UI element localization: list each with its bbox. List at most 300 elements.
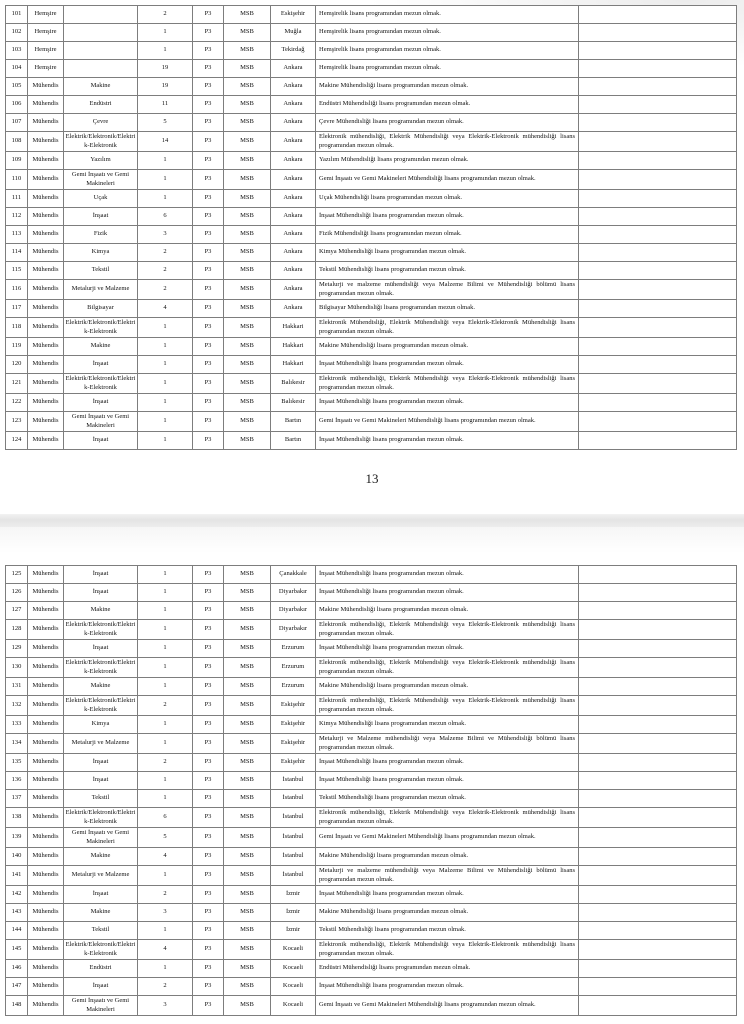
- row-number-cell: 125: [6, 566, 28, 584]
- title-cell: Hemşire: [28, 60, 64, 78]
- title-cell: Mühendis: [28, 790, 64, 808]
- title-cell: Mühendis: [28, 78, 64, 96]
- specialty-cell: Yazılım: [64, 152, 138, 170]
- notes-cell: [579, 886, 737, 904]
- specialty-cell: İnşaat: [64, 394, 138, 412]
- city-cell: Balıkesir: [271, 374, 316, 394]
- table-row: [6, 960, 737, 978]
- institution-cell: MSB: [224, 978, 271, 996]
- city-cell: Erzurum: [271, 658, 316, 678]
- grade-code-cell: P3: [193, 566, 224, 584]
- specialty-cell: Gemi İnşaatı ve Gemi Makineleri: [64, 170, 138, 190]
- city-cell: Ankara: [271, 132, 316, 152]
- notes-cell: [579, 848, 737, 866]
- row-number-cell: 118: [6, 318, 28, 338]
- table-row: [6, 640, 737, 658]
- row-number-cell: 102: [6, 24, 28, 42]
- institution-cell: MSB: [224, 356, 271, 374]
- grade-code-cell: P3: [193, 658, 224, 678]
- title-cell: Mühendis: [28, 96, 64, 114]
- notes-cell: [579, 96, 737, 114]
- city-cell: İstanbul: [271, 790, 316, 808]
- requirement-cell: Metalurji ve malzeme mühendisliği veya Malzeme Bilimi ve Mühendisliği bölümü lisans programından mezun olmak.: [316, 866, 579, 886]
- specialty-cell: Elektrik/Elektronik/Elektrik-Elektronik: [64, 374, 138, 394]
- quantity-cell: 1: [138, 170, 193, 190]
- requirement-cell: Tekstil Mühendisliği lisans programından mezun olmak.: [316, 262, 579, 280]
- quantity-cell: 1: [138, 734, 193, 754]
- institution-cell: MSB: [224, 208, 271, 226]
- grade-code-cell: P3: [193, 978, 224, 996]
- institution-cell: MSB: [224, 24, 271, 42]
- requirement-cell: Elektronik Mühendisliği, Elektrik Mühendisliği veya Elektrik-Elektronik Mühendisliği lisans programından mezun olmak.: [316, 318, 579, 338]
- requirement-cell: İnşaat Mühendisliği lisans programından mezun olmak.: [316, 754, 579, 772]
- notes-cell: [579, 602, 737, 620]
- title-cell: Mühendis: [28, 318, 64, 338]
- city-cell: Hakkari: [271, 318, 316, 338]
- requirement-cell: Makine Mühendisliği lisans programından mezun olmak.: [316, 338, 579, 356]
- title-cell: Mühendis: [28, 114, 64, 132]
- quantity-cell: 14: [138, 132, 193, 152]
- quantity-cell: 3: [138, 996, 193, 1016]
- institution-cell: MSB: [224, 602, 271, 620]
- notes-cell: [579, 940, 737, 960]
- specialty-cell: Fizik: [64, 226, 138, 244]
- grade-code-cell: P3: [193, 262, 224, 280]
- row-number-cell: 107: [6, 114, 28, 132]
- row-number-cell: 104: [6, 60, 28, 78]
- table-row: [6, 754, 737, 772]
- row-number-cell: 124: [6, 432, 28, 450]
- specialty-cell: İnşaat: [64, 584, 138, 602]
- table-row: [6, 6, 737, 24]
- institution-cell: MSB: [224, 318, 271, 338]
- notes-cell: [579, 772, 737, 790]
- notes-cell: [579, 790, 737, 808]
- institution-cell: MSB: [224, 696, 271, 716]
- specialty-cell: Makine: [64, 848, 138, 866]
- specialty-cell: Makine: [64, 678, 138, 696]
- quantity-cell: 2: [138, 754, 193, 772]
- title-cell: Mühendis: [28, 620, 64, 640]
- grade-code-cell: P3: [193, 696, 224, 716]
- notes-cell: [579, 412, 737, 432]
- table-row: [6, 412, 737, 432]
- city-cell: Ankara: [271, 190, 316, 208]
- institution-cell: MSB: [224, 828, 271, 848]
- row-number-cell: 120: [6, 356, 28, 374]
- city-cell: Çanakkale: [271, 566, 316, 584]
- quantity-cell: 4: [138, 300, 193, 318]
- quantity-cell: 1: [138, 356, 193, 374]
- quantity-cell: 1: [138, 412, 193, 432]
- notes-cell: [579, 754, 737, 772]
- city-cell: Ankara: [271, 300, 316, 318]
- table-row: [6, 96, 737, 114]
- quantity-cell: 1: [138, 432, 193, 450]
- notes-cell: [579, 6, 737, 24]
- notes-cell: [579, 318, 737, 338]
- grade-code-cell: P3: [193, 208, 224, 226]
- row-number-cell: 101: [6, 6, 28, 24]
- notes-cell: [579, 42, 737, 60]
- title-cell: Mühendis: [28, 300, 64, 318]
- table-row: [6, 114, 737, 132]
- title-cell: Mühendis: [28, 244, 64, 262]
- quantity-cell: 2: [138, 262, 193, 280]
- institution-cell: MSB: [224, 922, 271, 940]
- institution-cell: MSB: [224, 280, 271, 300]
- title-cell: Hemşire: [28, 6, 64, 24]
- row-number-cell: 134: [6, 734, 28, 754]
- requirement-cell: Çevre Mühendisliği lisans programından mezun olmak.: [316, 114, 579, 132]
- grade-code-cell: P3: [193, 152, 224, 170]
- city-cell: İzmir: [271, 904, 316, 922]
- city-cell: Ankara: [271, 60, 316, 78]
- city-cell: Erzurum: [271, 640, 316, 658]
- table-row: [6, 904, 737, 922]
- specialty-cell: Kimya: [64, 716, 138, 734]
- grade-code-cell: P3: [193, 640, 224, 658]
- institution-cell: MSB: [224, 886, 271, 904]
- institution-cell: MSB: [224, 300, 271, 318]
- requirement-cell: Elektronik mühendisliği, Elektrik Mühendisliği veya Elektrik-Elektronik mühendisliği lisans programından mezun olmak.: [316, 374, 579, 394]
- requirement-cell: Metalurji ve Malzeme mühendisliği veya Malzeme Bilimi ve Mühendisliği bölümü lisans programından mezun olmak.: [316, 734, 579, 754]
- city-cell: Bartın: [271, 432, 316, 450]
- notes-cell: [579, 262, 737, 280]
- institution-cell: MSB: [224, 960, 271, 978]
- requirement-cell: Elektronik mühendisliği, Elektrik Mühendisliği veya Elektrik-Elektronik mühendisliği lisans programından mezun olmak.: [316, 132, 579, 152]
- city-cell: Ankara: [271, 114, 316, 132]
- institution-cell: MSB: [224, 262, 271, 280]
- quantity-cell: 6: [138, 808, 193, 828]
- grade-code-cell: P3: [193, 848, 224, 866]
- city-cell: İzmir: [271, 922, 316, 940]
- grade-code-cell: P3: [193, 170, 224, 190]
- row-number-cell: 144: [6, 922, 28, 940]
- city-cell: Diyarbakır: [271, 602, 316, 620]
- notes-cell: [579, 566, 737, 584]
- quantity-cell: 1: [138, 318, 193, 338]
- quantity-cell: 1: [138, 42, 193, 60]
- grade-code-cell: P3: [193, 356, 224, 374]
- table-row: [6, 132, 737, 152]
- requirement-cell: Gemi İnşaatı ve Gemi Makineleri Mühendisliği lisans programından mezun olmak.: [316, 170, 579, 190]
- quantity-cell: 2: [138, 280, 193, 300]
- row-number-cell: 147: [6, 978, 28, 996]
- title-cell: Hemşire: [28, 24, 64, 42]
- institution-cell: MSB: [224, 132, 271, 152]
- requirement-cell: Makine Mühendisliği lisans programından mezun olmak.: [316, 678, 579, 696]
- grade-code-cell: P3: [193, 734, 224, 754]
- requirement-cell: Fizik Mühendisliği lisans programından mezun olmak.: [316, 226, 579, 244]
- grade-code-cell: P3: [193, 584, 224, 602]
- title-cell: Mühendis: [28, 808, 64, 828]
- title-cell: Mühendis: [28, 208, 64, 226]
- title-cell: Mühendis: [28, 828, 64, 848]
- row-number-cell: 122: [6, 394, 28, 412]
- institution-cell: MSB: [224, 190, 271, 208]
- institution-cell: MSB: [224, 640, 271, 658]
- notes-cell: [579, 432, 737, 450]
- requirement-cell: Elektronik mühendisliği, Elektrik Mühendisliği veya Elektrik-Elektronik mühendisliği lisans programından mezun olmak.: [316, 696, 579, 716]
- row-number-cell: 110: [6, 170, 28, 190]
- city-cell: Ankara: [271, 226, 316, 244]
- specialty-cell: Gemi İnşaatı ve Gemi Makineleri: [64, 828, 138, 848]
- notes-cell: [579, 996, 737, 1016]
- row-number-cell: 121: [6, 374, 28, 394]
- grade-code-cell: P3: [193, 886, 224, 904]
- notes-cell: [579, 280, 737, 300]
- quantity-cell: 1: [138, 152, 193, 170]
- specialty-cell: İnşaat: [64, 432, 138, 450]
- notes-cell: [579, 208, 737, 226]
- row-number-cell: 112: [6, 208, 28, 226]
- specialty-cell: Makine: [64, 338, 138, 356]
- institution-cell: MSB: [224, 790, 271, 808]
- title-cell: Mühendis: [28, 170, 64, 190]
- institution-cell: MSB: [224, 940, 271, 960]
- grade-code-cell: P3: [193, 374, 224, 394]
- city-cell: Ankara: [271, 262, 316, 280]
- city-cell: Eskişehir: [271, 696, 316, 716]
- row-number-cell: 143: [6, 904, 28, 922]
- quantity-cell: 19: [138, 60, 193, 78]
- row-number-cell: 132: [6, 696, 28, 716]
- specialty-cell: Bilgisayar: [64, 300, 138, 318]
- row-number-cell: 119: [6, 338, 28, 356]
- requirement-cell: İnşaat Mühendisliği lisans programından mezun olmak.: [316, 886, 579, 904]
- institution-cell: MSB: [224, 678, 271, 696]
- title-cell: Mühendis: [28, 848, 64, 866]
- grade-code-cell: P3: [193, 940, 224, 960]
- table-row: [6, 886, 737, 904]
- requirement-cell: İnşaat Mühendisliği lisans programından mezun olmak.: [316, 640, 579, 658]
- row-number-cell: 108: [6, 132, 28, 152]
- notes-cell: [579, 866, 737, 886]
- specialty-cell: İnşaat: [64, 566, 138, 584]
- row-number-cell: 141: [6, 866, 28, 886]
- table-row: [6, 734, 737, 754]
- title-cell: Mühendis: [28, 338, 64, 356]
- row-number-cell: 115: [6, 262, 28, 280]
- institution-cell: MSB: [224, 42, 271, 60]
- specialty-cell: İnşaat: [64, 772, 138, 790]
- specialty-cell: İnşaat: [64, 208, 138, 226]
- title-cell: Mühendis: [28, 132, 64, 152]
- title-cell: Mühendis: [28, 866, 64, 886]
- quantity-cell: 1: [138, 190, 193, 208]
- table-row: [6, 808, 737, 828]
- table-row: [6, 356, 737, 374]
- requirement-cell: İnşaat Mühendisliği lisans programından mezun olmak.: [316, 394, 579, 412]
- institution-cell: MSB: [224, 226, 271, 244]
- quantity-cell: 1: [138, 584, 193, 602]
- grade-code-cell: P3: [193, 318, 224, 338]
- quantity-cell: 3: [138, 904, 193, 922]
- notes-cell: [579, 960, 737, 978]
- quantity-cell: 2: [138, 244, 193, 262]
- grade-code-cell: P3: [193, 412, 224, 432]
- title-cell: Mühendis: [28, 566, 64, 584]
- title-cell: Mühendis: [28, 584, 64, 602]
- table-row: [6, 828, 737, 848]
- specialty-cell: İnşaat: [64, 640, 138, 658]
- requirement-cell: Makine Mühendisliği lisans programından mezun olmak.: [316, 904, 579, 922]
- specialty-cell: Tekstil: [64, 922, 138, 940]
- notes-cell: [579, 60, 737, 78]
- table-row: [6, 24, 737, 42]
- notes-cell: [579, 716, 737, 734]
- city-cell: Diyarbakır: [271, 584, 316, 602]
- notes-cell: [579, 338, 737, 356]
- specialty-cell: Metalurji ve Malzeme: [64, 734, 138, 754]
- title-cell: Mühendis: [28, 996, 64, 1016]
- quantity-cell: 1: [138, 960, 193, 978]
- notes-cell: [579, 152, 737, 170]
- specialty-cell: İnşaat: [64, 754, 138, 772]
- city-cell: Eskişehir: [271, 6, 316, 24]
- quantity-cell: 2: [138, 6, 193, 24]
- requirement-cell: Makine Mühendisliği lisans programından mezun olmak.: [316, 78, 579, 96]
- notes-cell: [579, 170, 737, 190]
- grade-code-cell: P3: [193, 754, 224, 772]
- quantity-cell: 1: [138, 658, 193, 678]
- title-cell: Mühendis: [28, 940, 64, 960]
- requirement-cell: Yazılım Mühendisliği lisans programından mezun olmak.: [316, 152, 579, 170]
- city-cell: Kocaeli: [271, 940, 316, 960]
- specialty-cell: [64, 60, 138, 78]
- grade-code-cell: P3: [193, 96, 224, 114]
- city-cell: İzmir: [271, 886, 316, 904]
- table-row: [6, 78, 737, 96]
- row-number-cell: 138: [6, 808, 28, 828]
- title-cell: Mühendis: [28, 922, 64, 940]
- city-cell: Ankara: [271, 244, 316, 262]
- table-row: [6, 338, 737, 356]
- institution-cell: MSB: [224, 996, 271, 1016]
- institution-cell: MSB: [224, 244, 271, 262]
- quantity-cell: 1: [138, 602, 193, 620]
- city-cell: Balıkesir: [271, 394, 316, 412]
- title-cell: Mühendis: [28, 280, 64, 300]
- title-cell: Mühendis: [28, 734, 64, 754]
- notes-cell: [579, 226, 737, 244]
- requirement-cell: İnşaat Mühendisliği lisans programından mezun olmak.: [316, 432, 579, 450]
- quantity-cell: 4: [138, 848, 193, 866]
- institution-cell: MSB: [224, 584, 271, 602]
- notes-cell: [579, 300, 737, 318]
- requirement-cell: İnşaat Mühendisliği lisans programından mezun olmak.: [316, 356, 579, 374]
- row-number-cell: 139: [6, 828, 28, 848]
- institution-cell: MSB: [224, 754, 271, 772]
- specialty-cell: Uçak: [64, 190, 138, 208]
- title-cell: Mühendis: [28, 772, 64, 790]
- institution-cell: MSB: [224, 60, 271, 78]
- institution-cell: MSB: [224, 848, 271, 866]
- institution-cell: MSB: [224, 566, 271, 584]
- quantity-cell: 19: [138, 78, 193, 96]
- requirement-cell: Kimya Mühendisliği lisans programından mezun olmak.: [316, 244, 579, 262]
- institution-cell: MSB: [224, 432, 271, 450]
- city-cell: Ankara: [271, 170, 316, 190]
- specialty-cell: Tekstil: [64, 262, 138, 280]
- institution-cell: MSB: [224, 170, 271, 190]
- notes-cell: [579, 356, 737, 374]
- notes-cell: [579, 78, 737, 96]
- specialty-cell: Gemi İnşaatı ve Gemi Makineleri: [64, 412, 138, 432]
- institution-cell: MSB: [224, 412, 271, 432]
- city-cell: Ankara: [271, 280, 316, 300]
- specialty-cell: Endüstri: [64, 960, 138, 978]
- notes-cell: [579, 374, 737, 394]
- page-number: 13: [365, 471, 379, 486]
- table-row: [6, 790, 737, 808]
- notes-cell: [579, 24, 737, 42]
- requirement-cell: Metalurji ve malzeme mühendisliği veya Malzeme Bilimi ve Mühendisliği bölümü lisans programından mezun olmak.: [316, 280, 579, 300]
- grade-code-cell: P3: [193, 190, 224, 208]
- institution-cell: MSB: [224, 152, 271, 170]
- institution-cell: MSB: [224, 808, 271, 828]
- title-cell: Mühendis: [28, 226, 64, 244]
- requirement-cell: İnşaat Mühendisliği lisans programından mezun olmak.: [316, 584, 579, 602]
- city-cell: İstanbul: [271, 808, 316, 828]
- row-number-cell: 123: [6, 412, 28, 432]
- row-number-cell: 133: [6, 716, 28, 734]
- table-row: [6, 678, 737, 696]
- notes-cell: [579, 114, 737, 132]
- city-cell: Kocaeli: [271, 960, 316, 978]
- row-number-cell: 137: [6, 790, 28, 808]
- requirement-cell: Tekstil Mühendisliği lisans programından mezun olmak.: [316, 922, 579, 940]
- row-number-cell: 142: [6, 886, 28, 904]
- table-row: [6, 584, 737, 602]
- table-row: [6, 226, 737, 244]
- institution-cell: MSB: [224, 338, 271, 356]
- title-cell: Mühendis: [28, 190, 64, 208]
- table-row: [6, 170, 737, 190]
- specialty-cell: Elektrik/Elektronik/Elektrik-Elektronik: [64, 318, 138, 338]
- page-break-gap: [0, 514, 744, 527]
- table-row: [6, 60, 737, 78]
- institution-cell: MSB: [224, 374, 271, 394]
- specialty-cell: Makine: [64, 904, 138, 922]
- specialty-cell: Makine: [64, 602, 138, 620]
- requirement-cell: Gemi İnşaatı ve Gemi Makineleri Mühendisliği lisans programından mezun olmak.: [316, 996, 579, 1016]
- requirement-cell: Hemşirelik lisans programından mezun olmak.: [316, 6, 579, 24]
- institution-cell: MSB: [224, 772, 271, 790]
- row-number-cell: 103: [6, 42, 28, 60]
- quantity-cell: 11: [138, 96, 193, 114]
- requirement-cell: Uçak Mühendisliği lisans programından mezun olmak.: [316, 190, 579, 208]
- specialty-cell: [64, 6, 138, 24]
- quantity-cell: 1: [138, 716, 193, 734]
- quantity-cell: 2: [138, 886, 193, 904]
- table-row: [6, 602, 737, 620]
- grade-code-cell: P3: [193, 904, 224, 922]
- table-row: [6, 300, 737, 318]
- requirement-cell: İnşaat Mühendisliği lisans programından mezun olmak.: [316, 566, 579, 584]
- row-number-cell: 136: [6, 772, 28, 790]
- specialty-cell: Elektrik/Elektronik/Elektrik-Elektronik: [64, 940, 138, 960]
- specialty-cell: Makine: [64, 78, 138, 96]
- specialty-cell: Elektrik/Elektronik/Elektrik-Elektronik: [64, 808, 138, 828]
- requirement-cell: Kimya Mühendisliği lisans programından mezun olmak.: [316, 716, 579, 734]
- specialty-cell: [64, 24, 138, 42]
- specialty-cell: Metalurji ve Malzeme: [64, 866, 138, 886]
- row-number-cell: 135: [6, 754, 28, 772]
- city-cell: Ankara: [271, 152, 316, 170]
- city-cell: Hakkari: [271, 338, 316, 356]
